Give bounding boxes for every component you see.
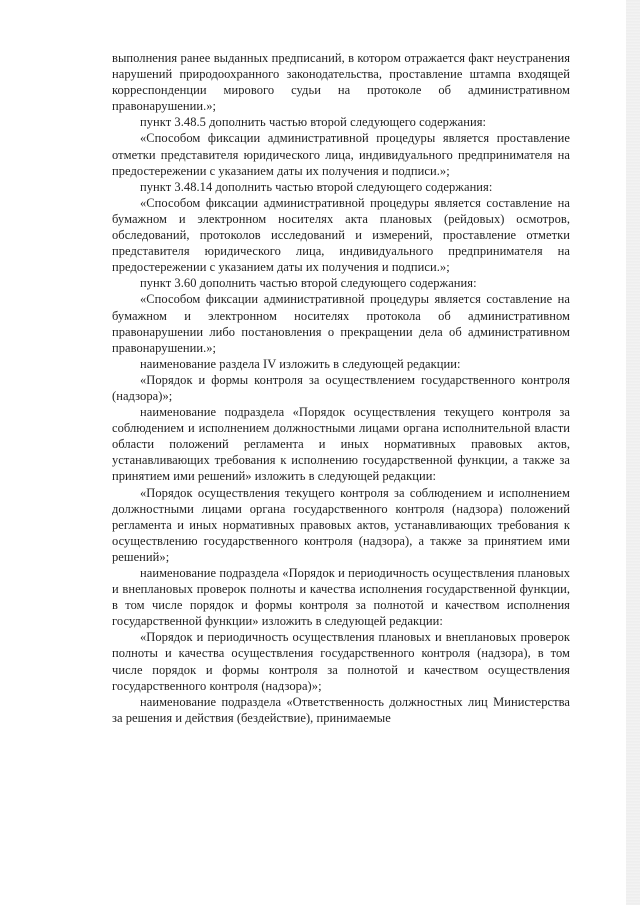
paragraph-12: наименование подраздела «Порядок и периодичность осуществления плановых и внеплановых проверок полноты и качества исполнения государственной функции, в том числе порядок и формы контроля за полнотой и качеством исполнения государственной функции» изложить в следующей редакции: bbox=[112, 566, 570, 629]
paragraph-7: «Способом фиксации административной процедуры является составление на бумажном и электронном носителях протокола об административном правонарушении либо постановления о прекращении дела об административном правонарушении.»; bbox=[112, 292, 570, 355]
paragraph-10: наименование подраздела «Порядок осуществления текущего контроля за соблюдением и исполнением должностными лицами органа исполнительной власти области положений регламента и иных нормативных правовых актов, устанавливающих требования к исполнению государственной функции, а также за принятием ими решений» изложить в следующей редакции: bbox=[112, 405, 570, 484]
paragraph-8: наименование раздела IV изложить в следующей редакции: bbox=[140, 356, 461, 371]
paragraph-6: пункт 3.60 дополнить частью второй следующего содержания: bbox=[140, 276, 477, 291]
paragraph-13: «Порядок и периодичность осуществления плановых и внеплановых проверок полноты и качества осуществления государственного контроля (надзора), в том числе порядок и формы контроля за полнотой и качеством осуществления государственного контроля (надзора)»; bbox=[112, 630, 570, 693]
paragraph-1: выполнения ранее выданных предписаний, в котором отражается факт неустранения нарушений природоохранного законодательства, проставление штампа входящей корреспонденции мирового судьи на протоколе об административном правонарушении.»; bbox=[112, 51, 570, 114]
paragraph-2: пункт 3.48.5 дополнить частью второй следующего содержания: bbox=[140, 115, 487, 130]
scan-edge-shading bbox=[626, 0, 640, 905]
paragraph-9: «Порядок и формы контроля за осуществлением государственного контроля (надзора)»; bbox=[112, 372, 570, 403]
document-body bbox=[112, 50, 570, 726]
paragraph-11: «Порядок осуществления текущего контроля за соблюдением и исполнением должностными лицами органа государственного контроля (надзора) положений регламента и иных нормативных правовых актов, устанавливающих требования к осуществлению государственного контроля (надзора), а также за принятием ими решений»; bbox=[112, 485, 570, 564]
paragraph-4: пункт 3.48.14 дополнить частью второй следующего содержания: bbox=[140, 179, 493, 194]
paragraph-3: «Способом фиксации административной процедуры является проставление отметки представителя юридического лица, индивидуального предпринимателя на предостережении с указанием даты их получения и подписи.»; bbox=[112, 131, 570, 178]
paragraph-14: наименование подраздела «Ответственность должностных лиц Министерства за решения и действия (бездействие), принимаемые bbox=[112, 694, 570, 725]
paragraph-5: «Способом фиксации административной процедуры является составление на бумажном и электронном носителях акта плановых (рейдовых) осмотров, обследований, протоколов исследований и измерений, проставление отметки представителя юридического лица, индивидуального предпринимателя на предостережении с указанием даты их получения и подписи.»; bbox=[112, 195, 570, 275]
